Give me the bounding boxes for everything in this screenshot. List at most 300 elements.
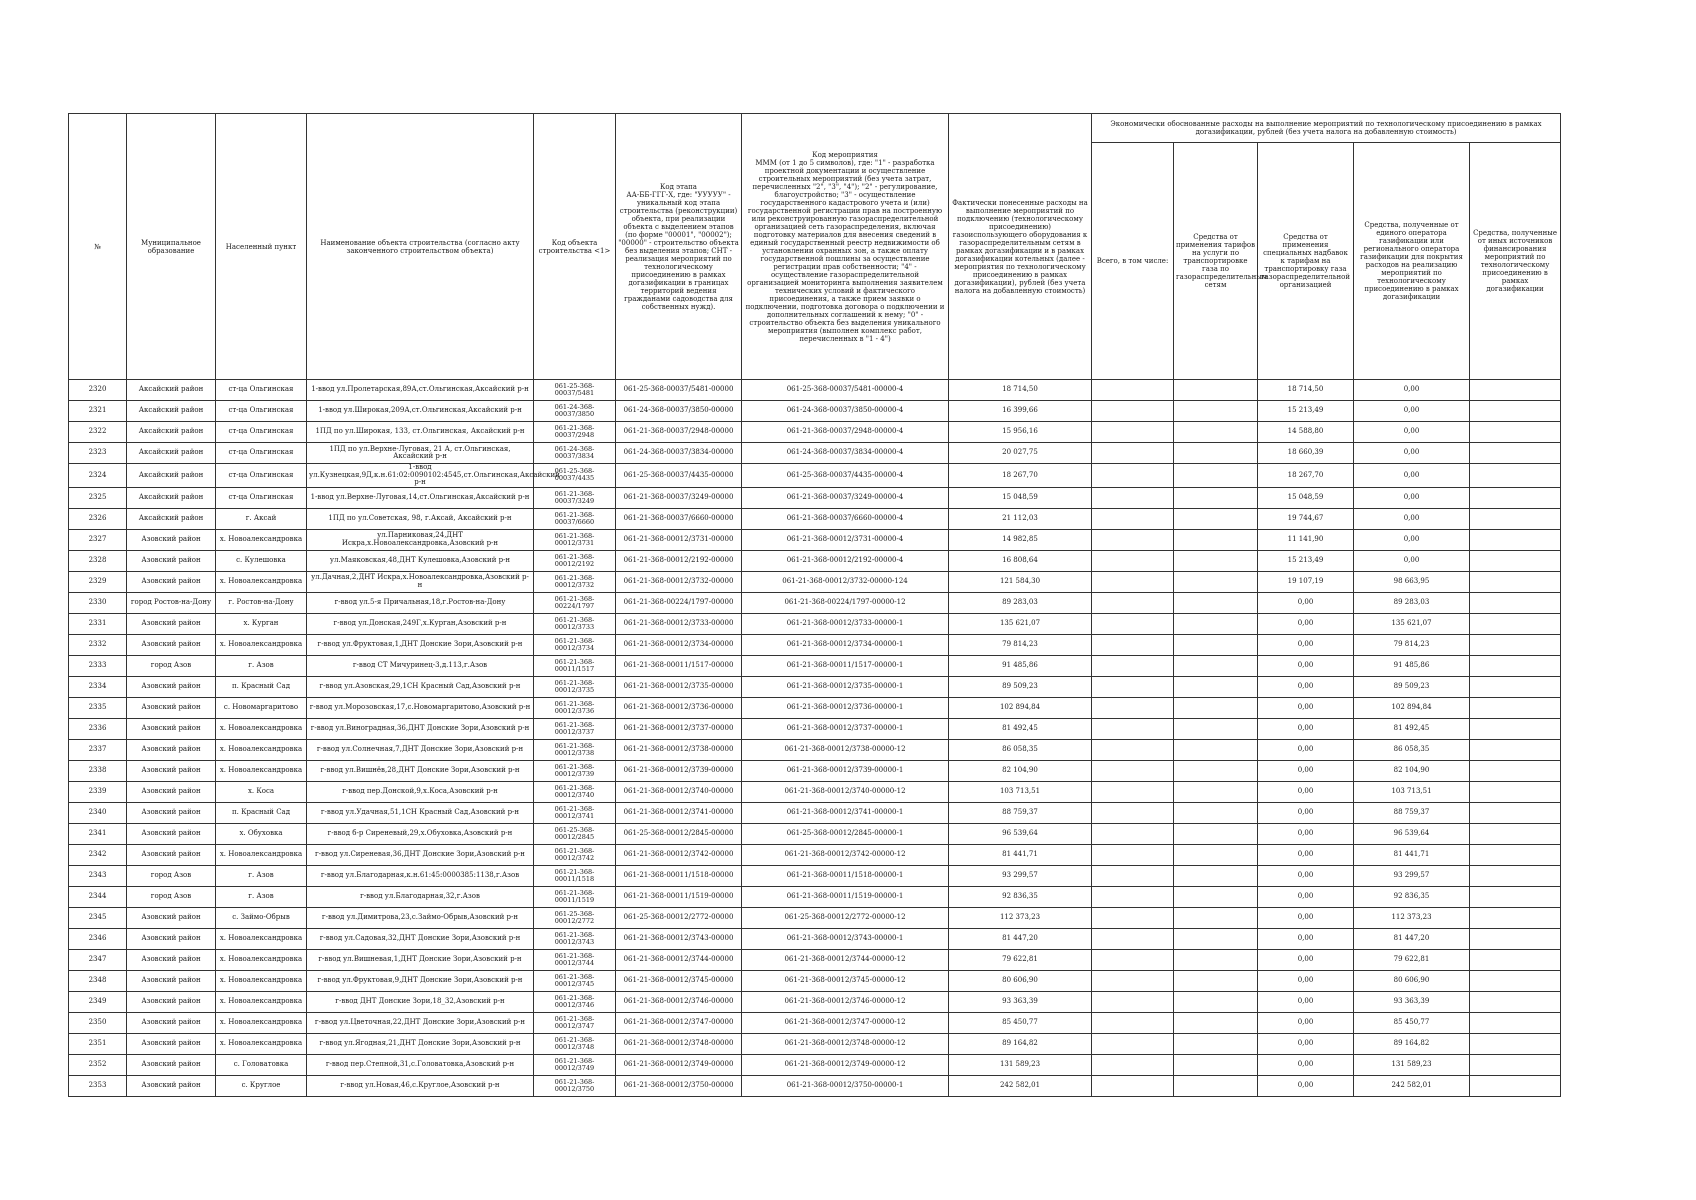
row-number: 2330 xyxy=(69,592,127,613)
object-name-cell: г-ввод ул.Благодарная,к.н.61:45:0000385:1138,г.Азов xyxy=(307,865,534,886)
stage-code-cell: 061-25-368-00037/4435-00000 xyxy=(616,464,742,488)
other-sources-cell xyxy=(1470,380,1561,401)
total-cell xyxy=(1092,380,1174,401)
municipality-cell: Азовский район xyxy=(127,844,216,865)
single-operator-cell: 79 814,23 xyxy=(1354,634,1470,655)
special-markups-cell: 18 660,39 xyxy=(1258,443,1354,464)
actual-costs-cell: 89 164,82 xyxy=(949,1033,1092,1054)
row-number: 2338 xyxy=(69,760,127,781)
object-name-cell: г-ввод ул.Азовская,29,1СН Красный Сад,Азовский р-н xyxy=(307,676,534,697)
table-row xyxy=(69,443,1561,464)
single-operator-cell: 0,00 xyxy=(1354,464,1470,488)
event-code-cell: 061-21-368-00011/1519-00000-1 xyxy=(742,886,949,907)
object-code-cell: 061-25-368-00012/2845 xyxy=(534,823,616,844)
tariff-cell xyxy=(1174,401,1258,422)
table-row xyxy=(69,464,1561,488)
municipality-cell: Азовский район xyxy=(127,1033,216,1054)
actual-costs-cell: 82 104,90 xyxy=(949,760,1092,781)
special-markups-cell: 0,00 xyxy=(1258,1033,1354,1054)
tariff-cell xyxy=(1174,613,1258,634)
total-cell xyxy=(1092,592,1174,613)
actual-costs-cell: 89 283,03 xyxy=(949,592,1092,613)
other-sources-cell xyxy=(1470,529,1561,550)
table-row xyxy=(69,422,1561,443)
row-number: 2342 xyxy=(69,844,127,865)
settlement-cell: г. Азов xyxy=(216,865,307,886)
object-name-cell: г-ввод ул.Донская,249Г,х.Курган,Азовский р-н xyxy=(307,613,534,634)
actual-costs-cell: 16 808,64 xyxy=(949,550,1092,571)
single-operator-cell: 79 622,81 xyxy=(1354,949,1470,970)
settlement-cell: с. Займо-Обрыв xyxy=(216,907,307,928)
event-code-cell: 061-21-368-00012/3749-00000-12 xyxy=(742,1054,949,1075)
row-number: 2322 xyxy=(69,422,127,443)
special-markups-cell: 14 588,80 xyxy=(1258,422,1354,443)
event-code-cell: 061-21-368-00012/3748-00000-12 xyxy=(742,1033,949,1054)
object-code-cell: 061-21-368-00012/3739 xyxy=(534,760,616,781)
row-number: 2353 xyxy=(69,1075,127,1096)
row-number: 2328 xyxy=(69,550,127,571)
event-code-cell: 061-21-368-00012/3747-00000-12 xyxy=(742,1012,949,1033)
municipality-cell: город Азов xyxy=(127,886,216,907)
single-operator-cell: 112 373,23 xyxy=(1354,907,1470,928)
row-number: 2343 xyxy=(69,865,127,886)
total-cell xyxy=(1092,718,1174,739)
object-name-cell: ул.Маяковская,48,ДНТ Кулешовка,Азовский р-н xyxy=(307,550,534,571)
col-municipality-header: Муниципальное образование xyxy=(127,114,216,380)
other-sources-cell xyxy=(1470,1012,1561,1033)
municipality-cell: город Ростов-на-Дону xyxy=(127,592,216,613)
object-code-cell: 061-24-368-00037/3850 xyxy=(534,401,616,422)
col-object-code-header: Код объекта строительства <1> xyxy=(534,114,616,380)
row-number: 2333 xyxy=(69,655,127,676)
actual-costs-cell: 92 836,35 xyxy=(949,886,1092,907)
table-row xyxy=(69,634,1561,655)
tariff-cell xyxy=(1174,907,1258,928)
col-object-name-header: Наименование объекта строительства (согласно акту законченного строительством объекта) xyxy=(307,114,534,380)
event-code-cell: 061-25-368-00037/4435-00000-4 xyxy=(742,464,949,488)
table-row xyxy=(69,380,1561,401)
special-markups-cell: 0,00 xyxy=(1258,718,1354,739)
tariff-cell xyxy=(1174,949,1258,970)
actual-costs-cell: 81 441,71 xyxy=(949,844,1092,865)
municipality-cell: Азовский район xyxy=(127,718,216,739)
object-name-cell: 1ПД по ул.Советская, 98, г.Аксай, Аксайский р-н xyxy=(307,508,534,529)
object-code-cell: 061-21-368-00012/3744 xyxy=(534,949,616,970)
stage-code-cell: 061-21-368-00012/3745-00000 xyxy=(616,970,742,991)
col-actual-costs-header: Фактически понесенные расходы на выполнение мероприятий по подключению (технологическому присоединению) газоиспользующего оборудования к газораспределительным сетям в рамках догазификации и в рамках догазификации котельных (далее - мероприятия по технологическому присоединению в рамках догазификации), рублей (без учета налога на добавленную стоимость) xyxy=(949,114,1092,380)
municipality-cell: Азовский район xyxy=(127,634,216,655)
actual-costs-cell: 135 621,07 xyxy=(949,613,1092,634)
stage-code-cell: 061-21-368-00012/3734-00000 xyxy=(616,634,742,655)
row-number: 2349 xyxy=(69,991,127,1012)
special-markups-cell: 0,00 xyxy=(1258,991,1354,1012)
object-code-cell: 061-21-368-00011/1519 xyxy=(534,886,616,907)
object-code-cell: 061-21-368-00037/3249 xyxy=(534,487,616,508)
single-operator-cell: 85 450,77 xyxy=(1354,1012,1470,1033)
municipality-cell: Азовский район xyxy=(127,970,216,991)
table-row xyxy=(69,550,1561,571)
row-number: 2329 xyxy=(69,571,127,592)
row-number: 2325 xyxy=(69,487,127,508)
stage-code-cell: 061-21-368-00012/3747-00000 xyxy=(616,1012,742,1033)
stage-code-cell: 061-21-368-00012/3749-00000 xyxy=(616,1054,742,1075)
actual-costs-cell: 91 485,86 xyxy=(949,655,1092,676)
object-name-cell: г-ввод ул.Удачная,51,1СН Красный Сад,Азовский р-н xyxy=(307,802,534,823)
object-code-cell: 061-25-368-00037/5481 xyxy=(534,380,616,401)
event-code-cell: 061-21-368-00012/3734-00000-1 xyxy=(742,634,949,655)
other-sources-cell xyxy=(1470,802,1561,823)
actual-costs-cell: 14 982,85 xyxy=(949,529,1092,550)
object-code-cell: 061-21-368-00012/3738 xyxy=(534,739,616,760)
event-code-cell: 061-21-368-00037/6660-00000-4 xyxy=(742,508,949,529)
single-operator-cell: 96 539,64 xyxy=(1354,823,1470,844)
event-code-cell: 061-21-368-00012/3746-00000-12 xyxy=(742,991,949,1012)
municipality-cell: город Азов xyxy=(127,655,216,676)
other-sources-cell xyxy=(1470,571,1561,592)
single-operator-cell: 92 836,35 xyxy=(1354,886,1470,907)
settlement-cell: ст-ца Ольгинская xyxy=(216,443,307,464)
row-number: 2351 xyxy=(69,1033,127,1054)
stage-code-cell: 061-21-368-00037/3249-00000 xyxy=(616,487,742,508)
total-cell xyxy=(1092,1033,1174,1054)
single-operator-cell: 81 447,20 xyxy=(1354,928,1470,949)
municipality-cell: Азовский район xyxy=(127,928,216,949)
row-number: 2344 xyxy=(69,886,127,907)
object-name-cell: г-ввод пер.Степной,31,с.Головатовка,Азовский р-н xyxy=(307,1054,534,1075)
table-row xyxy=(69,613,1561,634)
event-code-cell: 061-21-368-00012/3750-00000-1 xyxy=(742,1075,949,1096)
total-cell xyxy=(1092,760,1174,781)
total-cell xyxy=(1092,802,1174,823)
event-code-cell: 061-21-368-00012/3735-00000-1 xyxy=(742,676,949,697)
total-cell xyxy=(1092,949,1174,970)
actual-costs-cell: 93 299,57 xyxy=(949,865,1092,886)
municipality-cell: Азовский район xyxy=(127,1054,216,1075)
table-body xyxy=(69,380,1561,1097)
single-operator-cell: 88 759,37 xyxy=(1354,802,1470,823)
single-operator-cell: 135 621,07 xyxy=(1354,613,1470,634)
table-row xyxy=(69,991,1561,1012)
row-number: 2320 xyxy=(69,380,127,401)
other-sources-cell xyxy=(1470,1054,1561,1075)
other-sources-cell xyxy=(1470,1033,1561,1054)
row-number: 2336 xyxy=(69,718,127,739)
tariff-cell xyxy=(1174,443,1258,464)
event-code-cell: 061-21-368-00011/1517-00000-1 xyxy=(742,655,949,676)
col-event-code-header: Код мероприятия МММ (от 1 до 5 символов), где: "1" - разработка проектной документации и осуществление строительных мероприятий (без учета затрат, перечисленных "2", "3", "4"); "2" - регулирование, благоустройство; "3" - осуществление государственного кадастрового учета и (или) государственной регистрации прав на построенную или реконструированную газораспределительной организацией сеть газораспределения, включая подготовку материалов для внесения сведений в единый государственный реестр недвижимости об установлении охранных зон, а также оплату государственной пошлины за осуществление регистрации прав собственности; "4" - осуществление газораспределительной организацией мониторинга выполнения заявителем технических условий и фактического присоединения, а также прием заявки о подключении, подготовка договора о подключении и дополнительных соглашений к нему; "0" - строительство объекта без выделения уникального мероприятия (выполнен комплекс работ, перечисленных в "1 - 4") xyxy=(742,114,949,380)
settlement-cell: х. Новоалександровка xyxy=(216,844,307,865)
object-name-cell: 1ПД по ул.Широкая, 133, ст.Ольгинская, Аксайский р-н xyxy=(307,422,534,443)
total-cell xyxy=(1092,1054,1174,1075)
object-name-cell: ул.Парниковая,24,ДНТ Искра,х.Новоалександровка,Азовский р-н xyxy=(307,529,534,550)
table-row xyxy=(69,844,1561,865)
tariff-cell xyxy=(1174,739,1258,760)
single-operator-cell: 91 485,86 xyxy=(1354,655,1470,676)
object-name-cell: г-ввод ДНТ Донские Зори,18_32,Азовский р-н xyxy=(307,991,534,1012)
single-operator-cell: 0,00 xyxy=(1354,529,1470,550)
table-row xyxy=(69,1054,1561,1075)
municipality-cell: Азовский район xyxy=(127,739,216,760)
row-number: 2335 xyxy=(69,697,127,718)
total-cell xyxy=(1092,508,1174,529)
total-cell xyxy=(1092,464,1174,488)
object-code-cell: 061-21-368-00012/3749 xyxy=(534,1054,616,1075)
other-sources-cell xyxy=(1470,760,1561,781)
settlement-cell: с. Новомаргаритово xyxy=(216,697,307,718)
total-cell xyxy=(1092,970,1174,991)
other-sources-cell xyxy=(1470,970,1561,991)
row-number: 2341 xyxy=(69,823,127,844)
event-code-cell: 061-25-368-00037/5481-00000-4 xyxy=(742,380,949,401)
tariff-cell xyxy=(1174,592,1258,613)
total-cell xyxy=(1092,422,1174,443)
table-row xyxy=(69,508,1561,529)
object-name-cell: г-ввод ул.Садовая,32,ДНТ Донские Зори,Азовский р-н xyxy=(307,928,534,949)
stage-code-cell: 061-21-368-00224/1797-00000 xyxy=(616,592,742,613)
settlement-cell: х. Новоалександровка xyxy=(216,760,307,781)
event-code-cell: 061-21-368-00012/3739-00000-1 xyxy=(742,760,949,781)
row-number: 2326 xyxy=(69,508,127,529)
object-code-cell: 061-25-368-00037/4435 xyxy=(534,464,616,488)
settlement-cell: х. Новоалександровка xyxy=(216,634,307,655)
row-number: 2345 xyxy=(69,907,127,928)
table-row xyxy=(69,760,1561,781)
object-code-cell: 061-21-368-00012/3745 xyxy=(534,970,616,991)
special-markups-cell: 0,00 xyxy=(1258,802,1354,823)
special-markups-cell: 0,00 xyxy=(1258,613,1354,634)
object-code-cell: 061-21-368-00012/3740 xyxy=(534,781,616,802)
single-operator-cell: 103 713,51 xyxy=(1354,781,1470,802)
settlement-cell: х. Новоалександровка xyxy=(216,739,307,760)
other-sources-cell xyxy=(1470,443,1561,464)
col-other-sources-header: Средства, полученные от иных источников финансирования мероприятий по технологическому присоединению в рамках догазификации xyxy=(1470,143,1561,380)
event-code-cell: 061-21-368-00012/3737-00000-1 xyxy=(742,718,949,739)
event-code-cell: 061-21-368-00011/1518-00000-1 xyxy=(742,865,949,886)
row-number: 2340 xyxy=(69,802,127,823)
object-code-cell: 061-21-368-00012/3735 xyxy=(534,676,616,697)
table-row xyxy=(69,487,1561,508)
stage-code-cell: 061-24-368-00037/3834-00000 xyxy=(616,443,742,464)
municipality-cell: Азовский район xyxy=(127,676,216,697)
total-cell xyxy=(1092,991,1174,1012)
table-row xyxy=(69,865,1561,886)
stage-code-cell: 061-21-368-00012/3750-00000 xyxy=(616,1075,742,1096)
event-code-cell: 061-24-368-00037/3850-00000-4 xyxy=(742,401,949,422)
object-name-cell: 1-ввод ул.Широкая,209А,ст.Ольгинская,Аксайский р-н xyxy=(307,401,534,422)
stage-code-cell: 061-21-368-00012/3731-00000 xyxy=(616,529,742,550)
table-row xyxy=(69,529,1561,550)
actual-costs-cell: 88 759,37 xyxy=(949,802,1092,823)
actual-costs-cell: 81 447,20 xyxy=(949,928,1092,949)
tariff-cell xyxy=(1174,718,1258,739)
other-sources-cell xyxy=(1470,886,1561,907)
tariff-cell xyxy=(1174,422,1258,443)
single-operator-cell: 93 363,39 xyxy=(1354,991,1470,1012)
total-cell xyxy=(1092,401,1174,422)
object-name-cell: г-ввод ул.Новая,46,с.Круглое,Азовский р-н xyxy=(307,1075,534,1096)
object-name-cell: г-ввод ул.5-я Причальная,18,г.Ростов-на-Дону xyxy=(307,592,534,613)
single-operator-cell: 81 441,71 xyxy=(1354,844,1470,865)
object-name-cell: г-ввод ул.Виноградная,36,ДНТ Донские Зори,Азовский р-н xyxy=(307,718,534,739)
tariff-cell xyxy=(1174,970,1258,991)
other-sources-cell xyxy=(1470,508,1561,529)
other-sources-cell xyxy=(1470,739,1561,760)
event-code-cell: 061-25-368-00012/2772-00000-12 xyxy=(742,907,949,928)
municipality-cell: Азовский район xyxy=(127,823,216,844)
special-markups-cell: 0,00 xyxy=(1258,865,1354,886)
municipality-cell: город Азов xyxy=(127,865,216,886)
row-number: 2334 xyxy=(69,676,127,697)
tariff-cell xyxy=(1174,508,1258,529)
object-code-cell: 061-24-368-00037/3834 xyxy=(534,443,616,464)
special-markups-cell: 0,00 xyxy=(1258,844,1354,865)
total-cell xyxy=(1092,823,1174,844)
table-row xyxy=(69,1075,1561,1096)
object-name-cell: г-ввод СТ Мичуринец-3,д.113,г.Азов xyxy=(307,655,534,676)
tariff-cell xyxy=(1174,928,1258,949)
tariff-cell xyxy=(1174,464,1258,488)
tariff-cell xyxy=(1174,676,1258,697)
event-code-cell: 061-21-368-00012/3736-00000-1 xyxy=(742,697,949,718)
actual-costs-cell: 89 509,23 xyxy=(949,676,1092,697)
settlement-cell: п. Красный Сад xyxy=(216,676,307,697)
special-markups-cell: 18 267,70 xyxy=(1258,464,1354,488)
other-sources-cell xyxy=(1470,928,1561,949)
table-row xyxy=(69,949,1561,970)
object-code-cell: 061-21-368-00012/3743 xyxy=(534,928,616,949)
object-code-cell: 061-21-368-00012/3750 xyxy=(534,1075,616,1096)
object-name-cell: г-ввод ул.Морозовская,17,с.Новомаргаритово,Азовский р-н xyxy=(307,697,534,718)
actual-costs-cell: 112 373,23 xyxy=(949,907,1092,928)
municipality-cell: Азовский район xyxy=(127,991,216,1012)
stage-code-cell: 061-21-368-00012/3739-00000 xyxy=(616,760,742,781)
tariff-cell xyxy=(1174,886,1258,907)
settlement-cell: ст-ца Ольгинская xyxy=(216,422,307,443)
settlement-cell: х. Коса xyxy=(216,781,307,802)
event-code-cell: 061-21-368-00224/1797-00000-12 xyxy=(742,592,949,613)
table-row xyxy=(69,802,1561,823)
tariff-cell xyxy=(1174,760,1258,781)
object-name-cell: г-ввод ул.Вишнёв,28,ДНТ Донские Зори,Азовский р-н xyxy=(307,760,534,781)
object-name-cell: ул.Дачная,2,ДНТ Искра,х.Новоалександровка,Азовский р-н xyxy=(307,571,534,592)
object-code-cell: 061-21-368-00011/1518 xyxy=(534,865,616,886)
single-operator-cell: 89 283,03 xyxy=(1354,592,1470,613)
actual-costs-cell: 16 399,66 xyxy=(949,401,1092,422)
row-number: 2339 xyxy=(69,781,127,802)
special-markups-cell: 0,00 xyxy=(1258,739,1354,760)
stage-code-cell: 061-25-368-00012/2845-00000 xyxy=(616,823,742,844)
total-cell xyxy=(1092,443,1174,464)
municipality-cell: Азовский район xyxy=(127,781,216,802)
col-stage-code-header: Код этапа АА-ББ-ГГГ-Х, где: "УУУУУ" - уникальный код этапа строительства (реконструкции) объекта, при реализации объекта с выделением этапов (по форме "00001", "00002"); "00000" - строительство объекта без выделения этапов; СНТ - реализация мероприятий по технологическому присоединению в рамках догазификации в границах территорий ведения гражданами садоводства для собственных нужд). xyxy=(616,114,742,380)
settlement-cell: х. Новоалександровка xyxy=(216,949,307,970)
single-operator-cell: 131 589,23 xyxy=(1354,1054,1470,1075)
municipality-cell: Аксайский район xyxy=(127,422,216,443)
other-sources-cell xyxy=(1470,655,1561,676)
single-operator-cell: 0,00 xyxy=(1354,422,1470,443)
municipality-cell: Азовский район xyxy=(127,949,216,970)
stage-code-cell: 061-21-368-00012/3735-00000 xyxy=(616,676,742,697)
other-sources-cell xyxy=(1470,613,1561,634)
municipality-cell: Азовский район xyxy=(127,529,216,550)
object-code-cell: 061-21-368-00012/2192 xyxy=(534,550,616,571)
stage-code-cell: 061-21-368-00012/3746-00000 xyxy=(616,991,742,1012)
event-code-cell: 061-21-368-00037/3249-00000-4 xyxy=(742,487,949,508)
other-sources-cell xyxy=(1470,464,1561,488)
special-markups-cell: 0,00 xyxy=(1258,592,1354,613)
report-sheet xyxy=(68,113,1561,1097)
single-operator-cell: 0,00 xyxy=(1354,550,1470,571)
other-sources-cell xyxy=(1470,550,1561,571)
stage-code-cell: 061-25-368-00012/2772-00000 xyxy=(616,907,742,928)
municipality-cell: Аксайский район xyxy=(127,464,216,488)
object-name-cell: г-ввод ул.Солнечная,7,ДНТ Донские Зори,Азовский р-н xyxy=(307,739,534,760)
row-number: 2331 xyxy=(69,613,127,634)
row-number: 2346 xyxy=(69,928,127,949)
municipality-cell: Аксайский район xyxy=(127,487,216,508)
total-cell xyxy=(1092,886,1174,907)
object-code-cell: 061-21-368-00012/3731 xyxy=(534,529,616,550)
table-row xyxy=(69,886,1561,907)
col-total-header: Всего, в том числе: xyxy=(1092,143,1174,380)
tariff-cell xyxy=(1174,571,1258,592)
object-code-cell: 061-21-368-00012/3734 xyxy=(534,634,616,655)
table-row xyxy=(69,970,1561,991)
event-code-cell: 061-21-368-00012/3740-00000-12 xyxy=(742,781,949,802)
object-code-cell: 061-21-368-00012/3736 xyxy=(534,697,616,718)
row-number: 2350 xyxy=(69,1012,127,1033)
special-markups-cell: 19 744,67 xyxy=(1258,508,1354,529)
single-operator-cell: 242 582,01 xyxy=(1354,1075,1470,1096)
single-operator-cell: 86 058,35 xyxy=(1354,739,1470,760)
table-row xyxy=(69,592,1561,613)
tariff-cell xyxy=(1174,1012,1258,1033)
municipality-cell: Азовский район xyxy=(127,550,216,571)
event-code-cell: 061-21-368-00012/3732-00000-124 xyxy=(742,571,949,592)
table-row xyxy=(69,823,1561,844)
object-name-cell: г-ввод ул.Фруктовая,1,ДНТ Донские Зори,Азовский р-н xyxy=(307,634,534,655)
actual-costs-cell: 15 048,59 xyxy=(949,487,1092,508)
other-sources-cell xyxy=(1470,676,1561,697)
municipality-cell: Азовский район xyxy=(127,802,216,823)
event-code-cell: 061-24-368-00037/3834-00000-4 xyxy=(742,443,949,464)
tariff-cell xyxy=(1174,634,1258,655)
actual-costs-cell: 103 713,51 xyxy=(949,781,1092,802)
settlement-cell: х. Новоалександровка xyxy=(216,970,307,991)
special-markups-cell: 0,00 xyxy=(1258,1012,1354,1033)
municipality-cell: Аксайский район xyxy=(127,443,216,464)
settlement-cell: г. Ростов-на-Дону xyxy=(216,592,307,613)
special-markups-cell: 0,00 xyxy=(1258,907,1354,928)
actual-costs-cell: 79 814,23 xyxy=(949,634,1092,655)
object-code-cell: 061-21-368-00012/3742 xyxy=(534,844,616,865)
special-markups-cell: 18 714,50 xyxy=(1258,380,1354,401)
other-sources-cell xyxy=(1470,487,1561,508)
settlement-cell: г. Азов xyxy=(216,886,307,907)
other-sources-cell xyxy=(1470,907,1561,928)
col-num-header: № xyxy=(69,114,127,380)
settlement-cell: х. Новоалександровка xyxy=(216,718,307,739)
special-markups-cell: 0,00 xyxy=(1258,886,1354,907)
total-cell xyxy=(1092,781,1174,802)
stage-code-cell: 061-21-368-00012/3740-00000 xyxy=(616,781,742,802)
total-cell xyxy=(1092,907,1174,928)
single-operator-cell: 81 492,45 xyxy=(1354,718,1470,739)
stage-code-cell: 061-21-368-00037/2948-00000 xyxy=(616,422,742,443)
special-markups-cell: 15 213,49 xyxy=(1258,401,1354,422)
total-cell xyxy=(1092,697,1174,718)
stage-code-cell: 061-21-368-00012/3732-00000 xyxy=(616,571,742,592)
